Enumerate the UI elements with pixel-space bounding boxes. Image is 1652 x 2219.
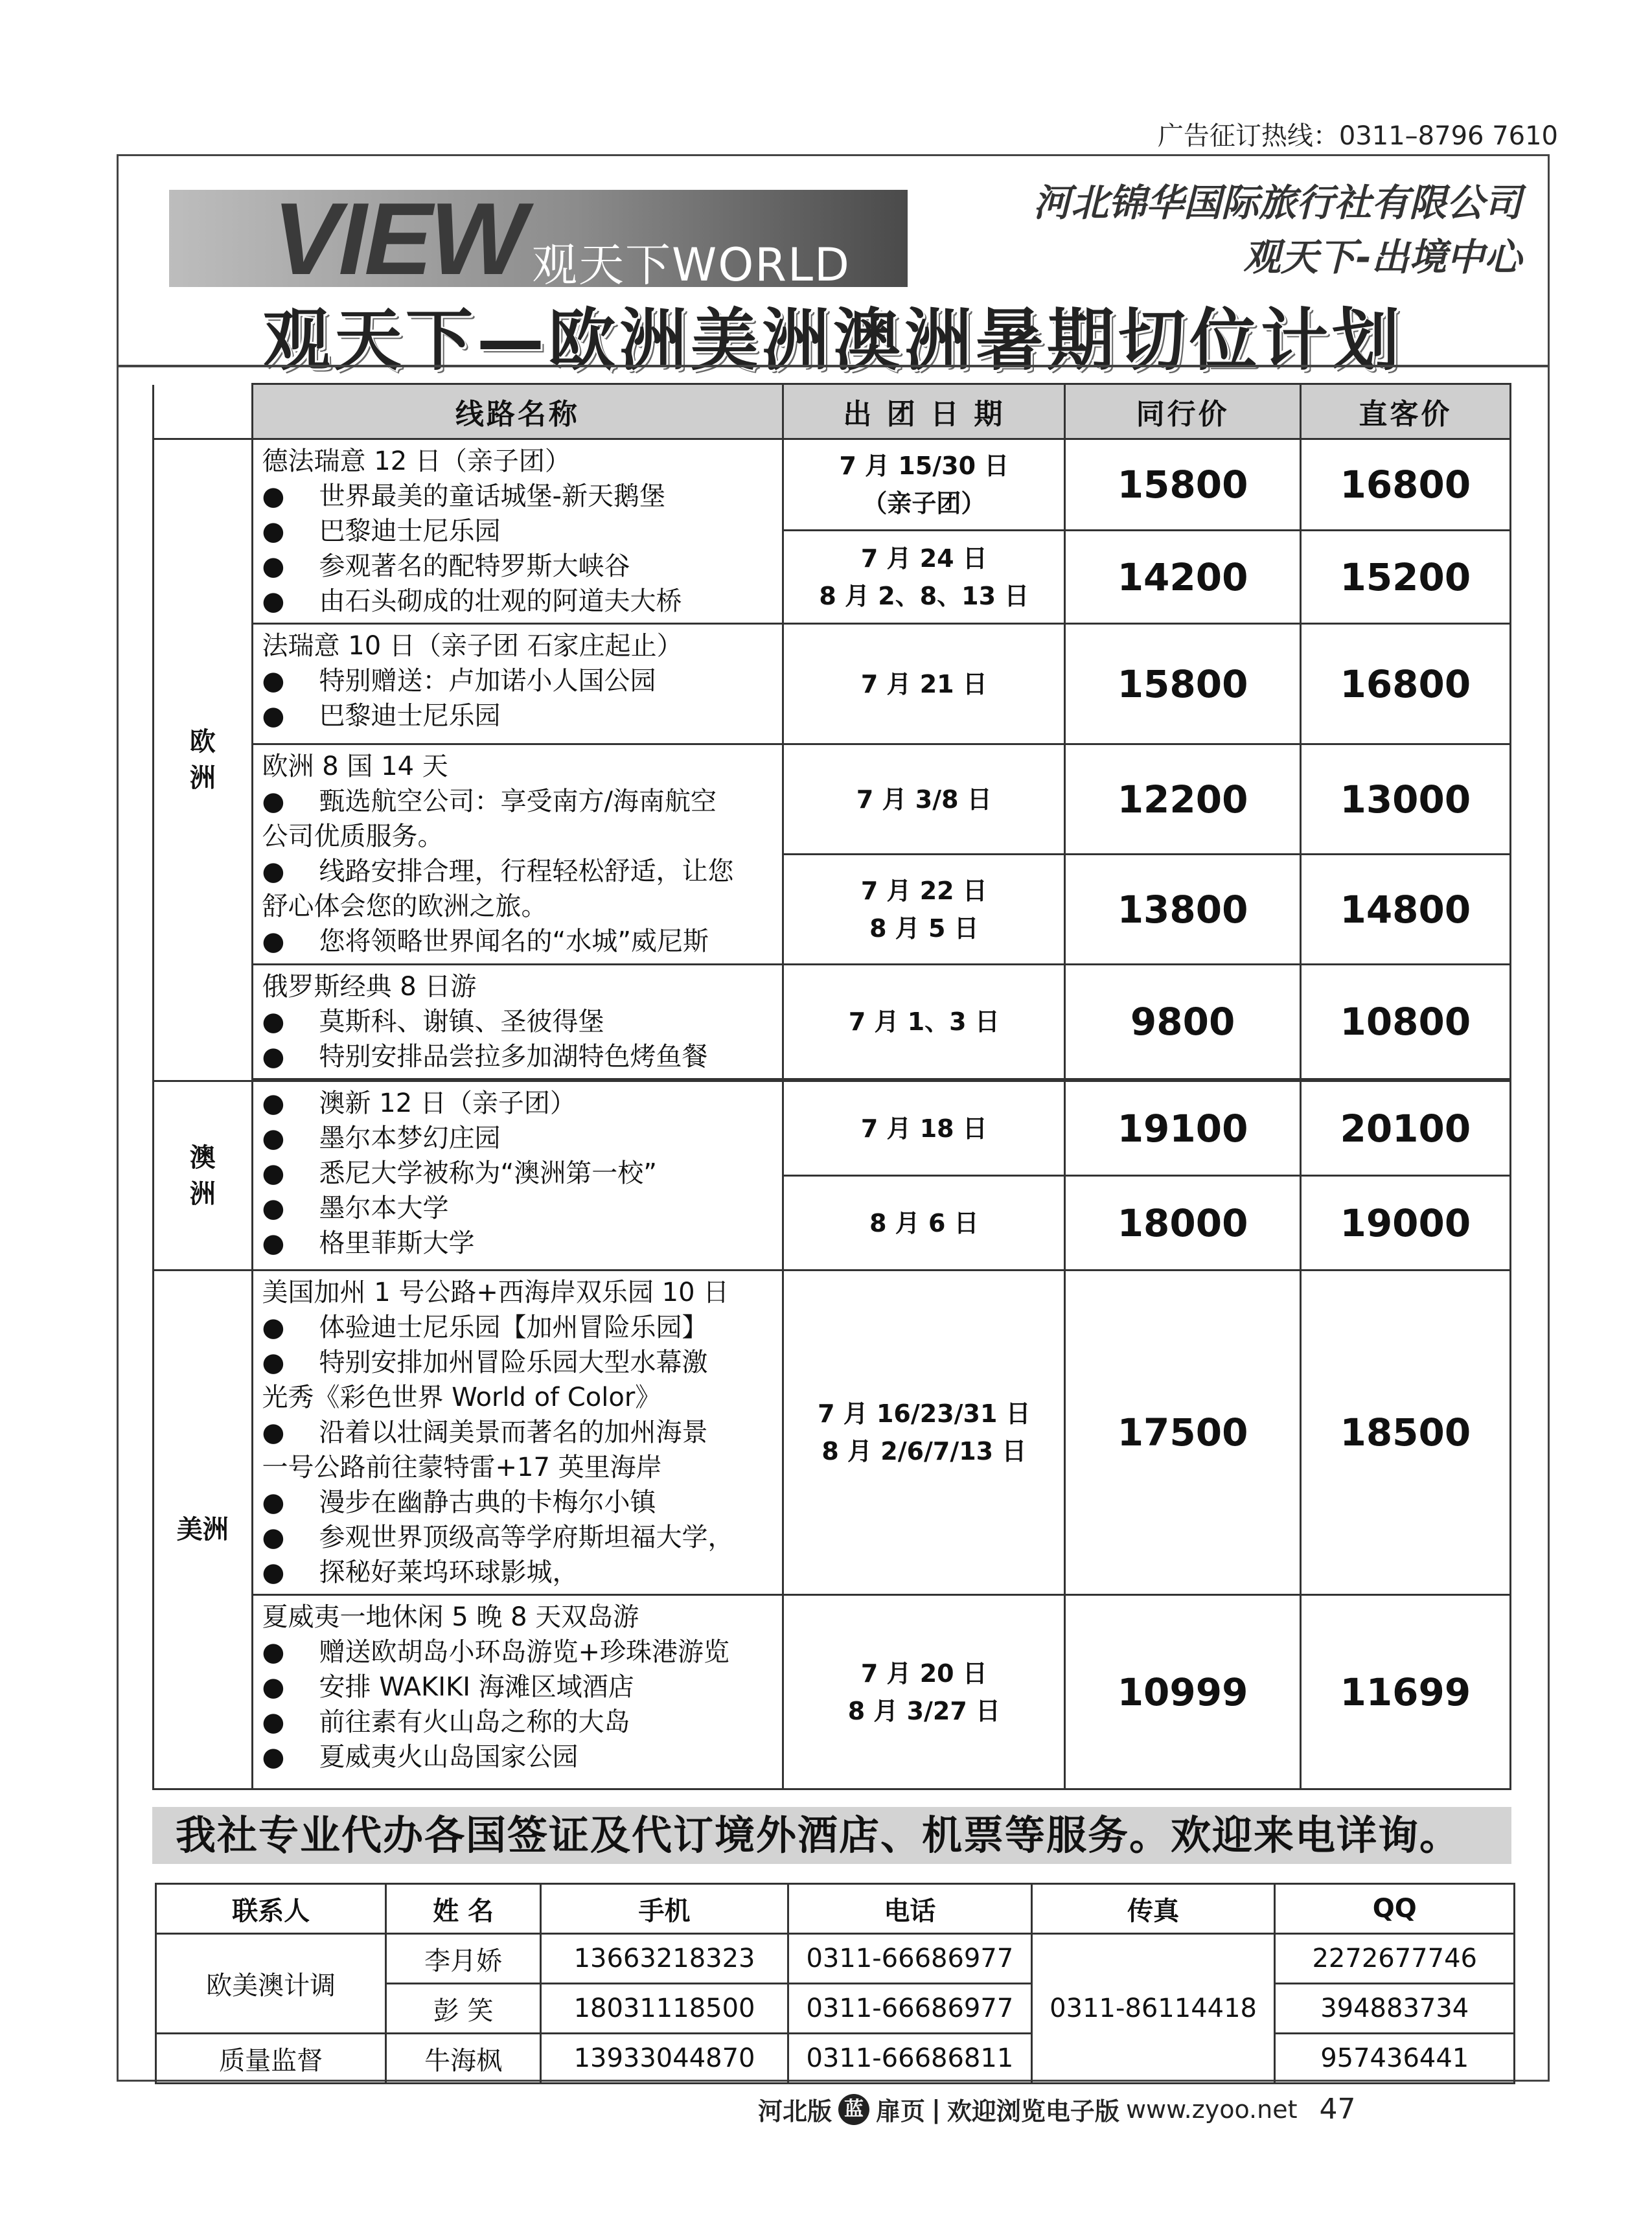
trade-price: 18000 <box>1065 1176 1300 1270</box>
trade-price: 17500 <box>1065 1270 1300 1595</box>
service-banner: 我社专业代办各国签证及代订境外酒店、机票等服务。欢迎来电详询。 <box>152 1807 1511 1864</box>
retail-price: 13000 <box>1300 744 1510 855</box>
route-bullet: ● 格里菲斯大学 <box>262 1226 774 1261</box>
contact-row <box>156 1934 1515 1984</box>
route-bullet: ● 悉尼大学被称为“澳洲第一校” <box>262 1156 774 1191</box>
tour-table <box>152 383 1511 1790</box>
route-bullet: ● 漫步在幽静古典的卡梅尔小镇 <box>262 1485 774 1520</box>
retail-price: 15200 <box>1300 531 1510 624</box>
departure-date: 7 月 3/8 日 <box>783 744 1065 855</box>
footer-browse: 欢迎浏览电子版 <box>946 2097 1119 2126</box>
retail-price: 14800 <box>1300 855 1510 965</box>
route-bullet: ● 赠送欧胡岛小环岛游览+珍珠港游览 <box>262 1635 774 1670</box>
route-cell <box>252 965 783 1079</box>
contact-name: 李月娇 <box>386 1934 541 1984</box>
page-frame <box>117 154 1550 2082</box>
contact-table <box>155 1883 1515 2084</box>
contact-tel: 0311-66686977 <box>788 1934 1032 1984</box>
trade-price: 19100 <box>1065 1081 1300 1176</box>
contact-header-cell: 传真 <box>1031 1884 1275 1934</box>
trade-price: 14200 <box>1065 531 1300 624</box>
header-retail-price: 直客价 <box>1300 384 1510 439</box>
contact-header-cell: 电话 <box>788 1884 1032 1934</box>
route-cell <box>252 1081 783 1270</box>
route-title: 欧洲 8 国 14 天 <box>262 752 448 781</box>
region-europe: 欧洲 <box>154 439 253 1081</box>
route-bullet: ● 特别赠送：卢加诺小人国公园 <box>262 663 774 698</box>
retail-price: 16800 <box>1300 624 1510 744</box>
route-bullet: ● 您将领略世界闻名的“水城”威尼斯 <box>262 924 774 959</box>
route-bullet: ● 夏威夷火山岛国家公园 <box>262 1740 774 1775</box>
route-bullet: ● 世界最美的童话城堡-新天鹅堡 <box>262 479 774 514</box>
footer-url[interactable]: www.zyoo.net <box>1125 2095 1298 2124</box>
table-row <box>154 744 1511 855</box>
header-route: 线路名称 <box>252 384 783 439</box>
route-cell <box>252 624 783 744</box>
ad-hotline: 广告征订热线：0311–8796 7610 <box>1157 121 1558 151</box>
header-trade-price: 同行价 <box>1065 384 1300 439</box>
retail-price: 20100 <box>1300 1081 1510 1176</box>
route-bullet-continued: 一号公路前往蒙特雷+17 英里海岸 <box>262 1453 662 1482</box>
company-dept: 观天下-出境中心 <box>1243 235 1522 279</box>
contact-header-cell: 手机 <box>541 1884 788 1934</box>
route-bullet: ● 体验迪士尼乐园【加州冒险乐园】 <box>262 1310 774 1345</box>
trade-price: 9800 <box>1065 965 1300 1079</box>
departure-date: 7 月 24 日 8 月 2、8、13 日 <box>783 531 1065 624</box>
footer-section: 扉页 <box>876 2097 926 2126</box>
route-bullet-continued: 公司优质服务。 <box>262 822 444 851</box>
footer-separator: | <box>932 2095 941 2124</box>
contact-fax: 0311-86114418 <box>1031 1934 1275 2084</box>
contact-qq: 2272677746 <box>1275 1934 1515 1984</box>
route-title: 美国加州 1 号公路+西海岸双乐园 10 日 <box>262 1278 729 1307</box>
route-cell <box>252 1270 783 1595</box>
trade-price: 12200 <box>1065 744 1300 855</box>
route-bullet: ● 由石头砌成的壮观的阿道夫大桥 <box>262 584 774 619</box>
route-title: 法瑞意 10 日（亲子团 石家庄起止） <box>262 631 683 661</box>
retail-price: 11699 <box>1300 1595 1510 1789</box>
trade-price: 15800 <box>1065 624 1300 744</box>
departure-date: 7 月 15/30 日 （亲子团） <box>783 439 1065 531</box>
route-title: 德法瑞意 12 日（亲子团） <box>262 446 571 476</box>
retail-price: 10800 <box>1300 965 1510 1079</box>
contact-name: 牛海枫 <box>386 2034 541 2084</box>
departure-date: 7 月 18 日 <box>783 1081 1065 1176</box>
contact-header-cell: QQ <box>1275 1884 1515 1934</box>
region-oceania: 澳洲 <box>154 1081 253 1270</box>
route-title: 夏威夷一地休闲 5 晚 8 天双岛游 <box>262 1602 639 1632</box>
footer-edition: 河北版 <box>758 2097 832 2126</box>
route-bullet: ● 巴黎迪士尼乐园 <box>262 514 774 549</box>
departure-date: 7 月 20 日 8 月 3/27 日 <box>783 1595 1065 1789</box>
header-date: 出 团 日 期 <box>783 384 1065 439</box>
tour-table-header <box>154 384 1511 439</box>
page-headline: 观天下—欧洲美洲澳洲暑期切位计划 <box>262 301 1403 380</box>
departure-date: 7 月 21 日 <box>783 624 1065 744</box>
retail-price: 19000 <box>1300 1176 1510 1270</box>
contact-qq: 394883734 <box>1275 1984 1515 2034</box>
trade-price: 15800 <box>1065 439 1300 531</box>
page-footer <box>758 2091 1542 2127</box>
contact-row <box>156 2034 1515 2084</box>
departure-date: 7 月 16/23/31 日 8 月 2/6/7/13 日 <box>783 1270 1065 1595</box>
table-row <box>154 439 1511 531</box>
contact-name: 彭 笑 <box>386 1984 541 2034</box>
contact-mobile: 13933044870 <box>541 2034 788 2084</box>
contact-header-cell: 姓 名 <box>386 1884 541 1934</box>
departure-date: 7 月 1、3 日 <box>783 965 1065 1079</box>
departure-date: 8 月 6 日 <box>783 1176 1065 1270</box>
route-bullet: ● 特别安排加州冒险乐园大型水幕激 <box>262 1345 774 1380</box>
table-row <box>154 1270 1511 1595</box>
trade-price: 13800 <box>1065 855 1300 965</box>
route-cell <box>252 744 783 965</box>
route-bullet: ● 沿着以壮阔美景而著名的加州海景 <box>262 1415 774 1450</box>
contact-group: 质量监督 <box>156 2034 386 2084</box>
contact-group: 欧美澳计调 <box>156 1934 386 2034</box>
route-bullet: ● 莫斯科、谢镇、圣彼得堡 <box>262 1004 774 1039</box>
route-bullet: ● 探秘好莱坞环球影城， <box>262 1555 774 1590</box>
logo-sub-text: 观天下WORLD <box>532 238 851 292</box>
table-row <box>154 624 1511 744</box>
trade-price: 10999 <box>1065 1595 1300 1789</box>
route-cell <box>252 1595 783 1789</box>
route-bullet-continued: 舒心体会您的欧洲之旅。 <box>262 891 547 921</box>
retail-price: 16800 <box>1300 439 1510 531</box>
header-divider <box>119 365 1548 367</box>
route-bullet: ● 前往素有火山岛之称的大岛 <box>262 1705 774 1740</box>
route-bullet: ● 参观著名的配特罗斯大峡谷 <box>262 549 774 584</box>
table-row <box>154 1081 1511 1176</box>
contact-mobile: 13663218323 <box>541 1934 788 1984</box>
route-bullet: ● 墨尔本大学 <box>262 1191 774 1226</box>
page-number: 47 <box>1319 2093 1356 2126</box>
retail-price: 18500 <box>1300 1270 1510 1595</box>
route-title: 俄罗斯经典 8 日游 <box>262 972 477 1002</box>
region-america: 美洲 <box>154 1270 253 1789</box>
route-bullet: ● 甄选航空公司：享受南方/海南航空 <box>262 784 774 819</box>
header-blank <box>154 384 253 439</box>
route-bullet: ● 巴黎迪士尼乐园 <box>262 698 774 733</box>
route-bullet: ● 澳新 12 日（亲子团） <box>262 1086 774 1121</box>
view-logo <box>169 182 908 296</box>
contact-header-cell: 联系人 <box>156 1884 386 1934</box>
logo-view-text: VIEW <box>273 182 524 296</box>
route-bullet: ● 线路安排合理，行程轻松舒适，让您 <box>262 854 774 889</box>
route-bullet: ● 特别安排品尝拉多加湖特色烤鱼餐 <box>262 1039 774 1074</box>
route-bullet-continued: 光秀《彩色世界 World of Color》 <box>262 1383 661 1412</box>
table-row <box>154 965 1511 1079</box>
contact-header <box>156 1884 1515 1934</box>
contact-mobile: 18031118500 <box>541 1984 788 2034</box>
route-bullet: ● 安排 WAKIKI 海滩区域酒店 <box>262 1670 774 1705</box>
blue-badge-icon: 蓝 <box>838 2094 869 2125</box>
company-name: 河北锦华国际旅行社有限公司 <box>1033 181 1522 225</box>
route-bullet: ● 参观世界顶级高等学府斯坦福大学， <box>262 1520 774 1555</box>
contact-qq: 957436441 <box>1275 2034 1515 2084</box>
table-row <box>154 1595 1511 1789</box>
contact-tel: 0311-66686811 <box>788 2034 1032 2084</box>
departure-date: 7 月 22 日 8 月 5 日 <box>783 855 1065 965</box>
route-bullet: ● 墨尔本梦幻庄园 <box>262 1121 774 1156</box>
company-block <box>1033 176 1522 284</box>
contact-tel: 0311-66686977 <box>788 1984 1032 2034</box>
route-cell <box>252 439 783 624</box>
